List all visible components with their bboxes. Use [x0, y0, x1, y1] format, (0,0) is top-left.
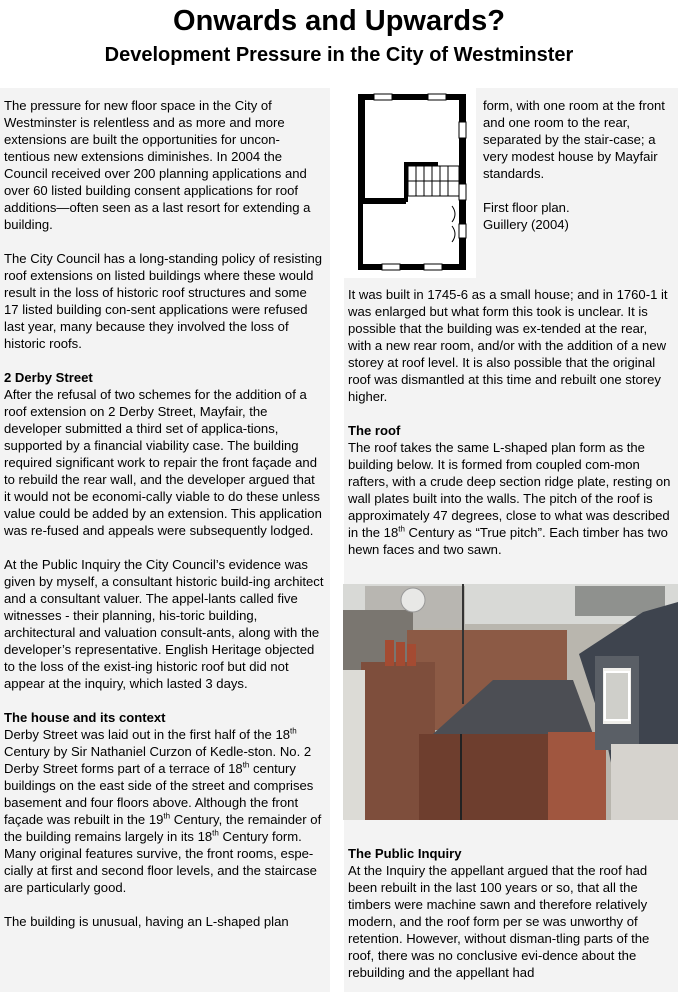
page-title: Onwards and Upwards?	[173, 5, 505, 37]
left-column	[0, 88, 330, 992]
intro-paragraph: The pressure for new floor space in the City of Westminster is relentless and as more and more extensions are built the opportunities for uncon-tentious new extensions diminishes. In 2004 the Council received over 200 planning applications and over 60 listed building consent applications for roof additions—often seen as a last resort for extending a building.	[4, 98, 311, 232]
roof-heading: The roof	[348, 423, 401, 438]
public-inquiry-evidence-paragraph: At the Public Inquiry the City Council’s evidence was given by myself, a consultant historic build-ing architect and a consultant valuer. The appel-lants called five witnesses - their planning, his-toric building, architectural and valuation consult-ants, along with the developer’s representative. English Heritage objected to the loss of the exist-ing historic roof but did not appear at the inquiry, which lasted 3 days.	[4, 557, 324, 691]
plan-caption	[483, 199, 674, 233]
public-inquiry-heading: The Public Inquiry	[348, 846, 462, 861]
l-shaped-paragraph: The building is unusual, having an L-shaped plan	[4, 914, 289, 929]
rooftop-photo-drawing	[343, 584, 678, 820]
plan-caption-source: Guillery (2004)	[483, 217, 569, 232]
house-context-paragraph: Derby Street was laid out in the first half of the 18th Century by Sir Nathaniel Curzon of Kedle-ston. No. 2 Derby Street forms part of a terrace of 18th century buildings on the east side of the street and comprises basement and four floors above. Although the front façade was rebuilt in the 19th Century, the remainder of the building remains largely in its 18th Century form. Many original features survive, the front rooms, espe-cially at first and second floor levels, and the staircase are particularly good.	[4, 726, 322, 895]
public-inquiry-column	[344, 820, 678, 992]
plan-caption-title: First floor plan.	[483, 200, 570, 215]
roof-paragraph: The roof takes the same L-shaped plan form as the building below. It is formed from coupled com-mon rafters, with a crude deep section ridge plate, resting on wall plates built into the walls. The pitch of the roof is approximately 47 degrees, close to what was described in the 18th Century as “True pitch”. Each timber has two hewn faces and two sawn.	[348, 440, 671, 557]
derby-street-paragraph: After the refusal of two schemes for the addition of a roof extension on 2 Derby Street, Mayfair, the developer submitted a third set of applica-tions, supported by a financial viability case. The building required significant work to repair the front façade and to rebuild the rear wall, and the developer argued that it would not be economi-cally viable to do these unless value could be added by an extension. This application was re-fused and appeals were subsequently lodged.	[4, 387, 322, 538]
derby-street-heading: 2 Derby Street	[4, 370, 93, 385]
plan-continuation-paragraph: form, with one room at the front and one room to the rear, separated by the stair-case; a very modest house by Mayfair standards.	[483, 98, 665, 181]
plan-text-column	[476, 88, 678, 278]
public-inquiry-paragraph: At the Inquiry the appellant argued that the roof had been rebuilt in the last 100 years or so, that all the timbers were machine sawn and therefore relatively modern, and the roof form per se was unworthy of retention. However, without disman-tling parts of the roof, there was no conclusive evi-dence about the rebuilding and the appellant had	[348, 863, 650, 980]
policy-paragraph: The City Council has a long-standing policy of resisting roof extensions on listed buildings where these would result in the loss of historic roof structures and some 17 listed building con-sent applications were refused last year, many because they involved the loss of historic roofs.	[4, 251, 323, 351]
floor-plan-figure	[344, 88, 476, 278]
house-context-heading: The house and its context	[4, 710, 166, 725]
rooftop-photograph	[343, 584, 678, 820]
history-paragraph: It was built in 1745-6 as a small house; and in 1760-1 it was enlarged but what form this took is unclear. It is possible that the building was ex-tended at the rear, with a new rear room, and/or with the addition of a new storey at roof level. It is also possible that the original roof was dismantled at this time and rebuilt one storey higher.	[348, 287, 668, 404]
middle-column	[344, 278, 678, 584]
page-subtitle: Development Pressure in the City of Westminster	[104, 44, 574, 66]
floor-plan-drawing	[344, 88, 476, 278]
